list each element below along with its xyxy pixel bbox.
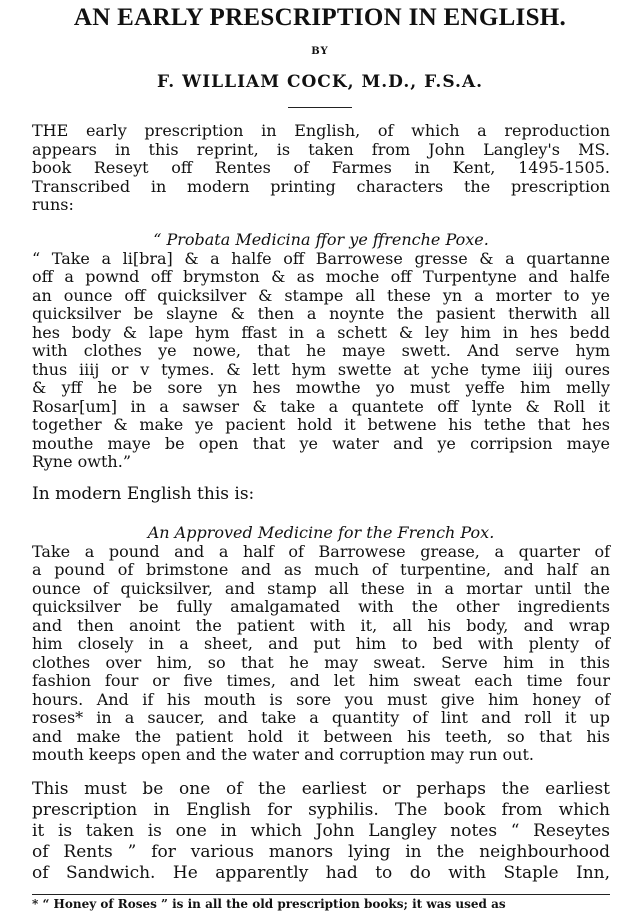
modern-prescription-line: and make the patient hold it between his teeth, so that his bbox=[32, 726, 610, 746]
old-prescription-line: off a pownd off brymston & as moche off Turpentyne and halfe bbox=[32, 267, 610, 286]
closing-line: of Sandwich. He apparently had to do with Staple Inn, bbox=[32, 863, 610, 883]
modern-prescription-line: mouth keeps open and the water and corruption may run out. bbox=[32, 745, 534, 764]
old-prescription bbox=[32, 231, 610, 472]
intro-line: runs: bbox=[32, 195, 74, 214]
modern-prescription-line: a pound of brimstone and as much of turpentine, and half an bbox=[32, 560, 610, 579]
footnote: * “ Honey of Roses ” is in all the old prescription books; it was used as bbox=[32, 894, 610, 911]
modern-prescription bbox=[32, 524, 610, 765]
modern-prescription-line: and then anoint the patient with it, all his body, and wrap bbox=[32, 615, 610, 635]
intro-line: THE early prescription in English, of which a reproduction bbox=[32, 121, 610, 140]
intro-line: book Reseyt off Rentes of Farmes in Kent, 1495-1505. bbox=[32, 158, 610, 177]
old-prescription-line: together & make ye pacient hold it betwene his tethe that hes bbox=[32, 415, 610, 434]
modern-prescription-line: quicksilver be fully amalgamated with the other ingredients bbox=[32, 597, 610, 616]
intro-line: appears in this reprint, is taken from John Langley's MS. bbox=[32, 139, 610, 159]
modern-prescription-line: ounce of quicksilver, and stamp all these in a mortar until the bbox=[32, 578, 610, 598]
modern-intro bbox=[32, 485, 610, 504]
title-divider bbox=[288, 107, 352, 108]
old-prescription-line: thus iiij or v tymes. & lett hym swette at yche tyme iiij oures bbox=[32, 359, 610, 379]
byline: BY bbox=[311, 46, 329, 57]
old-prescription-line: hes body & lape hym ffast in a schett & ley him in hes bedd bbox=[32, 322, 610, 342]
old-prescription-line: an ounce off quicksilver & stampe all these yn a morter to ye bbox=[32, 285, 610, 305]
intro-line: Transcribed in modern printing characters the prescription bbox=[32, 176, 610, 196]
modern-prescription-line: hours. And if his mouth is sore you must give him honey of bbox=[32, 689, 610, 709]
old-prescription-line: Rosar[um] in a sawser & take a quantete off lynte & Roll it bbox=[32, 396, 610, 416]
old-prescription-heading: “ Probata Medicina ffor ye ffrenche Poxe. bbox=[153, 230, 489, 249]
modern-prescription-line: Take a pound and a half of Barrowese grease, a quarter of bbox=[32, 541, 610, 561]
modern-prescription-line: fashion four or five times, and let him sweat each time four bbox=[32, 671, 610, 690]
modern-prescription-line: him closely in a sheet, and put him to bed with plenty of bbox=[32, 634, 610, 653]
article-title: AN EARLY PRESCRIPTION IN ENGLISH. bbox=[73, 4, 567, 31]
old-prescription-line: Ryne owth.” bbox=[32, 452, 131, 471]
closing-line: prescription in English for syphilis. The book from which bbox=[32, 800, 610, 820]
old-prescription-line: & yff he be sore yn hes mowthe yo must yeffe him melly bbox=[32, 378, 610, 397]
closing-line: This must be one of the earliest or perhaps the earliest bbox=[32, 779, 610, 799]
old-prescription-line: with clothes ye nowe, that he maye swett. And serve hym bbox=[32, 341, 610, 360]
old-prescription-line: quicksilver be slayne & then a noynte the pasient therwith all bbox=[32, 304, 610, 323]
closing-line: it is taken is one in which John Langley notes “ Reseytes bbox=[32, 821, 610, 841]
intro-paragraph bbox=[32, 122, 610, 215]
modern-intro-line: In modern English this is: bbox=[32, 484, 255, 504]
old-prescription-line: “ Take a li[bra] & a halfe off Barrowese gresse & a quartanne bbox=[32, 248, 610, 268]
old-prescription-line: mouthe maye be open that ye water and ye corripsion maye bbox=[32, 433, 610, 453]
modern-prescription-heading: An Approved Medicine for the French Pox. bbox=[147, 523, 495, 542]
modern-prescription-line: clothes over him, so that he may sweat. Serve him in this bbox=[32, 652, 610, 672]
closing-paragraph bbox=[32, 779, 610, 884]
closing-line: of Rents ” for various manors lying in the neighbourhood bbox=[32, 842, 610, 862]
modern-prescription-line: roses* in a saucer, and take a quantity of lint and roll it up bbox=[32, 708, 610, 727]
author-name: F. WILLIAM COCK, M.D., F.S.A. bbox=[156, 72, 484, 92]
